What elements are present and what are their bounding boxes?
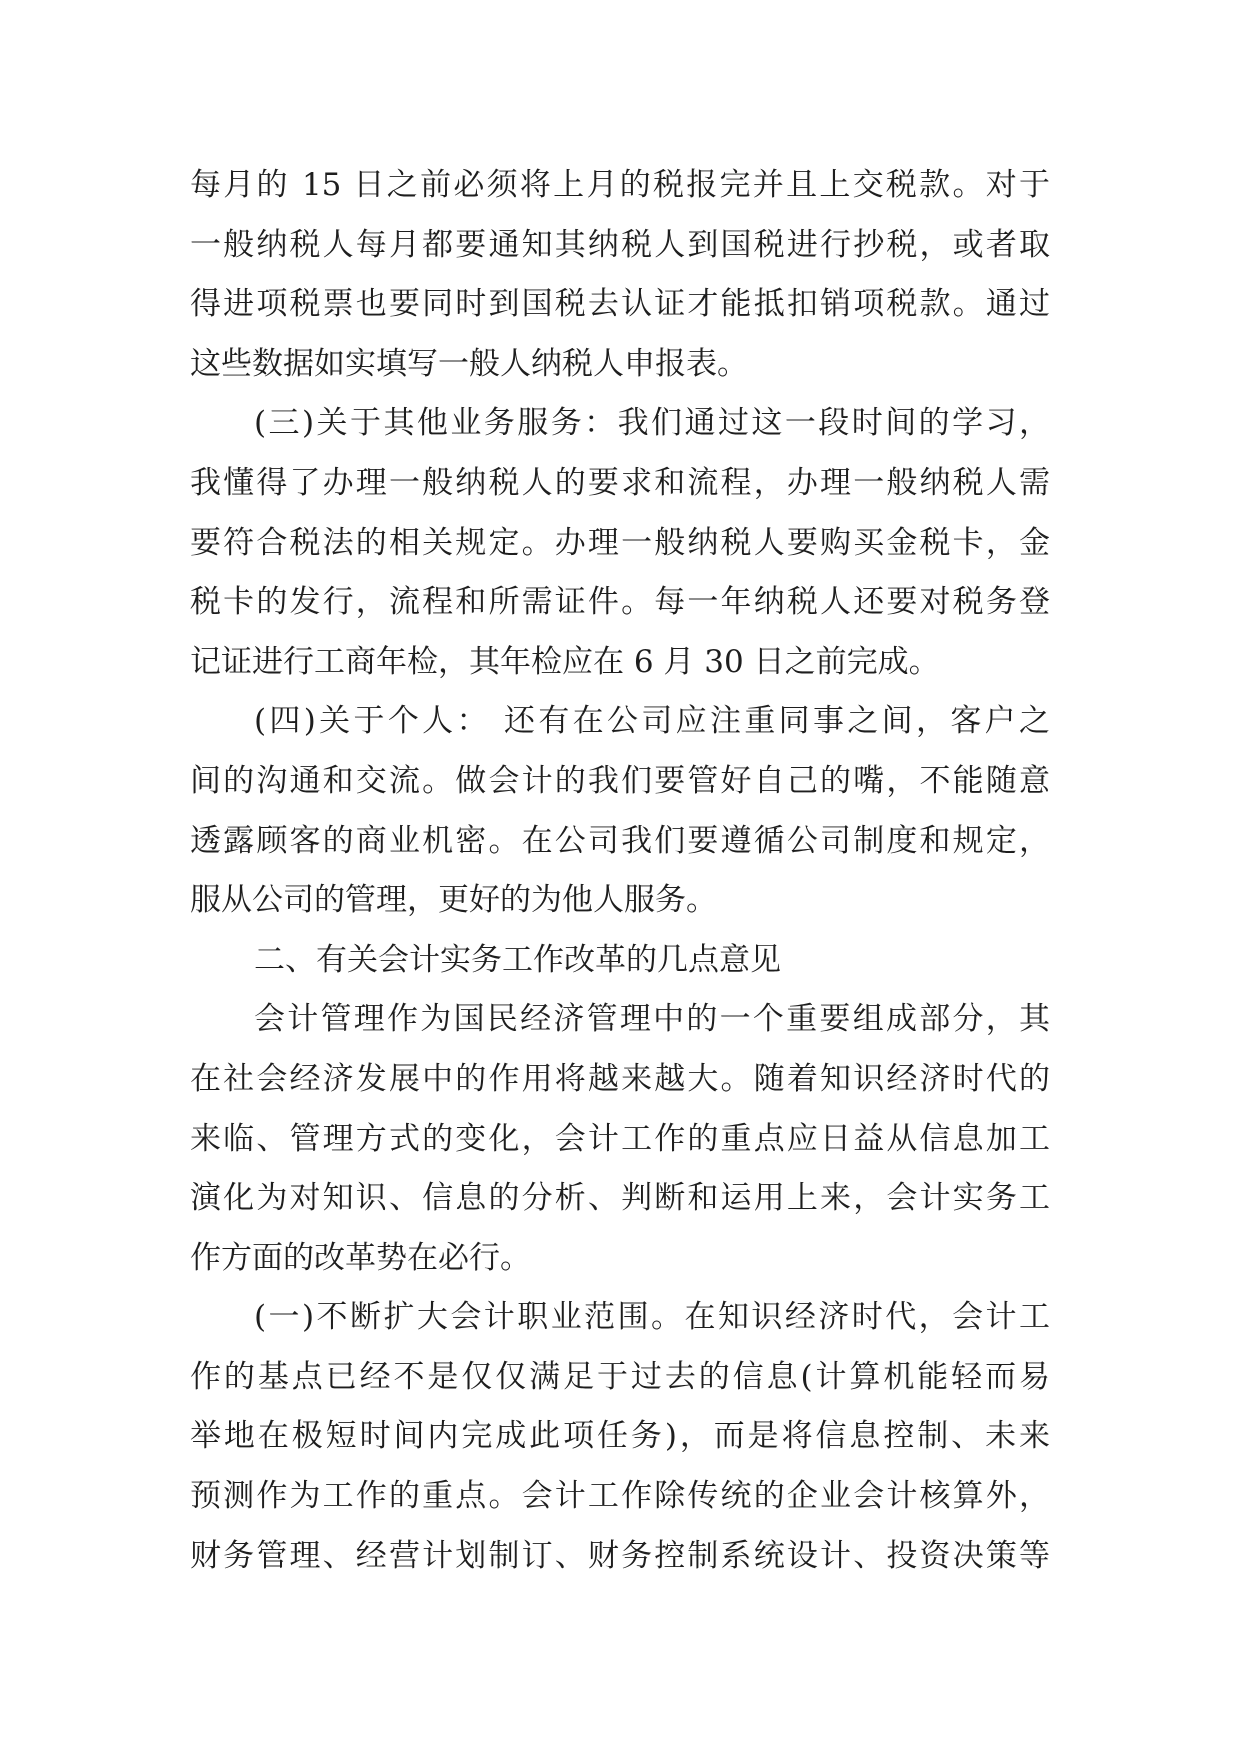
text-line: 在社会经济发展中的作用将越来越大。随着知识经济时代的 [190, 1060, 1050, 1097]
text-line: 作方面的改革势在必行。 [190, 1239, 531, 1276]
text-line: (四)关于个人： 还有在公司应注重同事之间，客户之 [254, 703, 1050, 740]
text-line: 财务管理、经营计划制订、财务控制系统设计、投资决策等 [190, 1537, 1050, 1574]
text-line: (一)不断扩大会计职业范围。在知识经济时代，会计工 [254, 1299, 1050, 1336]
text-line: (三)关于其他业务服务：我们通过这一段时间的学习， [254, 405, 1050, 442]
text-line: 每月的 15 日之前必须将上月的税报完并且上交税款。对于 [190, 167, 1050, 203]
text-line: 会计管理作为国民经济管理中的一个重要组成部分，其 [254, 1001, 1050, 1038]
text-line: 透露顾客的商业机密。在公司我们要遵循公司制度和规定， [190, 822, 1050, 859]
text-line: 间的沟通和交流。做会计的我们要管好自己的嘴，不能随意 [190, 762, 1050, 799]
text-line: 演化为对知识、信息的分析、判断和运用上来，会计实务工 [190, 1180, 1050, 1217]
text-line: 这些数据如实填写一般人纳税人申报表。 [190, 345, 748, 382]
text-line: 来临、管理方式的变化，会计工作的重点应日益从信息加工 [190, 1120, 1050, 1157]
text-line: 记证进行工商年检，其年检应在 6 月 30 日之前完成。 [190, 643, 940, 680]
text-line: 一般纳税人每月都要通知其纳税人到国税进行抄税，或者取 [190, 226, 1050, 263]
text-line: 举地在极短时间内完成此项任务)，而是将信息控制、未来 [190, 1418, 1050, 1455]
text-line: 我懂得了办理一般纳税人的要求和流程，办理一般纳税人需 [190, 464, 1050, 501]
text-line: 二、有关会计实务工作改革的几点意见 [254, 941, 781, 978]
text-line: 得进项税票也要同时到国税去认证才能抵扣销项税款。通过 [190, 286, 1050, 323]
text-line: 作的基点已经不是仅仅满足于过去的信息(计算机能轻而易 [190, 1358, 1050, 1395]
text-line: 预测作为工作的重点。会计工作除传统的企业会计核算外， [190, 1478, 1050, 1515]
document-body [190, 156, 1050, 1586]
text-line: 要符合税法的相关规定。办理一般纳税人要购买金税卡，金 [190, 524, 1050, 561]
text-line: 服从公司的管理，更好的为他人服务。 [190, 882, 717, 919]
text-line: 税卡的发行，流程和所需证件。每一年纳税人还要对税务登 [190, 584, 1050, 621]
